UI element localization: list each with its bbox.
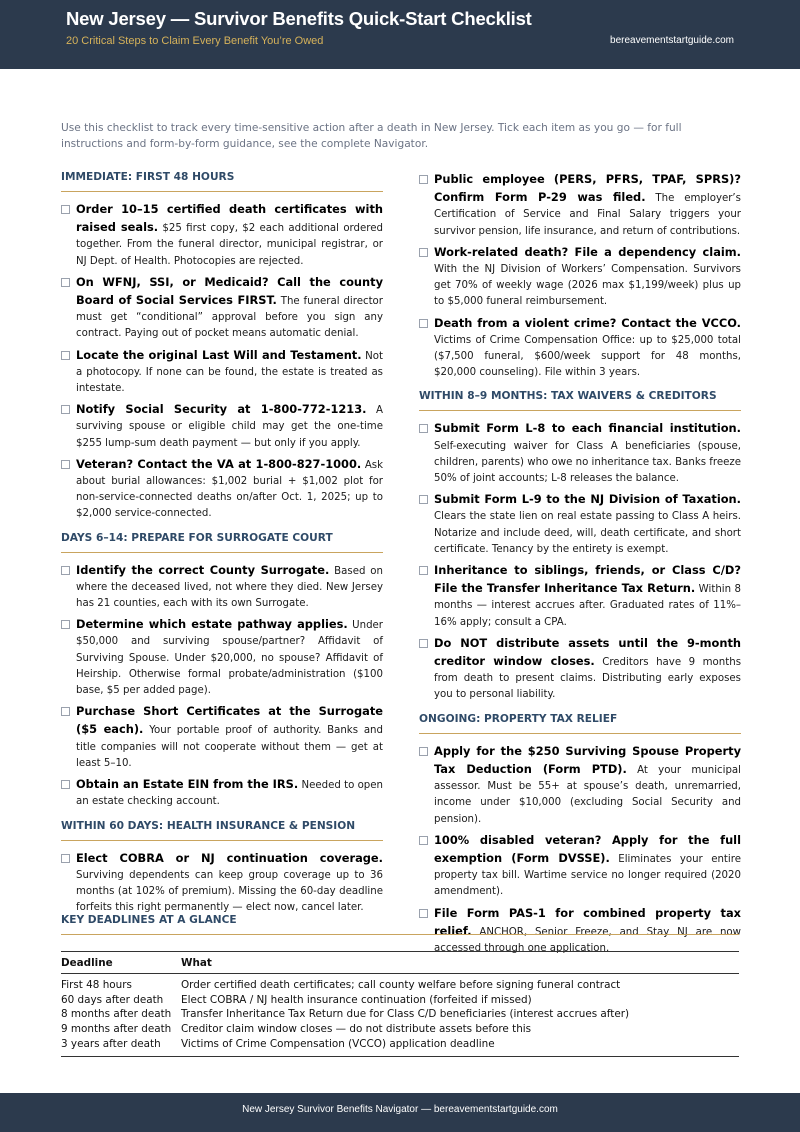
checkbox[interactable]: [419, 495, 428, 504]
checkbox[interactable]: [61, 780, 70, 789]
checkbox[interactable]: [419, 248, 428, 257]
right-column: [419, 171, 741, 966]
column-header-what: What: [181, 952, 739, 974]
table-row: [61, 973, 739, 992]
deadlines-heading: KEY DEADLINES AT A GLANCE: [61, 914, 739, 935]
checklist-item: [61, 456, 383, 523]
footer-text: New Jersey Survivor Benefits Navigator — bereavementstartguide.com: [242, 1104, 558, 1115]
checklist-item: [61, 562, 383, 613]
item-title: Obtain an Estate EIN from the IRS.: [76, 777, 299, 792]
item-title: Veteran? Contact the VA at 1-800-827-1000.: [76, 456, 362, 471]
deadline-cell: 9 months after death: [61, 1023, 172, 1036]
checkbox[interactable]: [419, 639, 428, 648]
left-column: [61, 171, 383, 925]
checklist-item: [61, 776, 383, 810]
item-title: Public employee (PERS, PFRS, TPAF, SPRS)? Confirm Form P-29 was filed.: [434, 172, 741, 205]
checklist-item: [61, 347, 383, 398]
section-heading: IMMEDIATE: FIRST 48 HOURS: [61, 171, 383, 192]
checkbox[interactable]: [61, 620, 70, 629]
what-cell: Victims of Crime Compensation (VCCO) application deadline: [181, 1037, 739, 1056]
item-title: Submit Form L-9 to the NJ Division of Taxation.: [434, 492, 741, 507]
item-title: Death from a violent crime? Contact the VCCO.: [434, 315, 741, 330]
item-description: At your municipal assessor. Must be 55+ at spouse’s death, unremarried, income under $10,000 (excluding Social Security and pension).: [434, 764, 742, 825]
checkbox[interactable]: [419, 566, 428, 575]
checkbox[interactable]: [419, 424, 428, 433]
item-description: Based on where the deceased lived, not where they died. New Jersey has 21 counties, each with its own Surrogate.: [76, 565, 383, 610]
item-description: The employer’s Certification of Service and Final Salary triggers your survivor pension, life insurance, and return of contributions.: [434, 193, 741, 237]
page-subtitle: 20 Critical Steps to Claim Every Benefit You’re Owed: [66, 35, 324, 47]
item-title: Purchase Short Certificates at the Surrogate ($5 each).: [76, 704, 383, 737]
item-description: Clears the state lien on real estate passing to Class A heirs. Notarize and include deed, will, death certificate, and short certificate. Tenancy by the entirety is exempt.: [434, 511, 741, 555]
deadline-cell: 8 months after death: [61, 1008, 172, 1021]
checklist-item: [419, 420, 741, 487]
checklist-section: [419, 171, 741, 381]
what-cell: Elect COBRA / NJ health insurance continuation (forfeited if missed): [181, 993, 532, 1006]
checklist-section: [419, 390, 741, 703]
section-heading: ONGOING: PROPERTY TAX RELIEF: [419, 713, 741, 734]
checkbox[interactable]: [419, 836, 428, 845]
deadlines-table: [61, 951, 739, 1057]
item-description: Ask about burial allowances: $1,002 burial + $1,002 plot for non-service-connected deaths on/after Oct. 1, 2025; up to $2,000 service-connected.: [76, 459, 383, 520]
checklist-item: [419, 832, 741, 901]
section-heading: DAYS 6–14: PREPARE FOR SURROGATE COURT: [61, 532, 383, 553]
checkbox[interactable]: [61, 278, 70, 287]
checklist-item: [419, 315, 741, 382]
item-title: Order 10–15 certified death certificates with raised seals.: [76, 202, 383, 235]
item-description: Needed to open an estate checking account.: [76, 780, 383, 808]
item-description: Surviving dependents can keep group coverage up to 36 months (at 102% of premium). Missing the 60-day deadline forfeits this right permanently — elect now, cancel later.: [76, 869, 383, 914]
section-heading: WITHIN 60 DAYS: HEALTH INSURANCE & PENSION: [61, 820, 383, 841]
checklist-item: [419, 635, 741, 704]
item-title: Submit Form L-8 to each financial institution.: [434, 421, 741, 436]
item-title: Notify Social Security at 1-800-772-1213.: [76, 402, 367, 417]
deadline-cell: First 48 hours: [61, 978, 132, 991]
item-description: ANCHOR, Senior Freeze, and Stay NJ are now accessed through one application.: [434, 926, 741, 954]
item-title: Inheritance to siblings, friends, or Class C/D? File the Transfer Inheritance Tax Return.: [434, 563, 741, 596]
checkbox[interactable]: [419, 175, 428, 184]
item-title: File Form PAS-1 for combined property tax relief.: [434, 905, 741, 938]
item-description: Your portable proof of authority. Banks and title companies will not cooperate without them — get at least 5–10.: [76, 725, 383, 769]
what-cell: Order certified death certificates; call county welfare before signing funeral contract: [181, 978, 621, 991]
checkbox[interactable]: [61, 854, 70, 863]
item-title: Apply for the $250 Surviving Spouse Property Tax Deduction (Form PTD).: [434, 743, 741, 776]
key-deadlines: [61, 914, 739, 1057]
item-description: Creditors have 9 months from death to present claims. Distributing early exposes you to personal liability.: [434, 657, 742, 701]
item-description: Not a photocopy. If none can be found, the estate is treated as intestate.: [76, 350, 383, 395]
item-description: $25 first copy, $2 each additional ordered together. From the funeral director, municipal registrar, or NJ Dept. of Health. Photocopies are rejected.: [76, 223, 383, 267]
item-description: With the NJ Division of Workers’ Compensation. Survivors get 70% of weekly wage (2026 max $1,199/week) plus up to $5,000 funeral reimbursement.: [434, 264, 741, 308]
page-header: [0, 0, 800, 69]
what-cell: Creditor claim window closes — do not distribute assets before this: [181, 1023, 532, 1036]
item-title: Work-related death? File a dependency claim.: [434, 244, 741, 259]
table-row: [61, 993, 739, 1008]
column-header-deadline: Deadline: [61, 952, 181, 974]
checklist-item: [419, 171, 741, 240]
checkbox[interactable]: [61, 405, 70, 414]
checkbox[interactable]: [61, 460, 70, 469]
deadline-cell: 60 days after death: [61, 993, 164, 1006]
deadline-cell: 3 years after death: [61, 1037, 181, 1056]
table-row: [61, 1022, 739, 1037]
checkbox[interactable]: [61, 351, 70, 360]
item-title: On WFNJ, SSI, or Medicaid? Call the county Board of Social Services FIRST.: [76, 274, 383, 308]
item-description: Victims of Crime Compensation Office: up to $25,000 total ($7,500 funeral, $600/week support for 48 months, $20,000 counseling). File within 3 years.: [434, 334, 741, 379]
checklist-item: [419, 491, 741, 558]
checklist-item: [61, 274, 383, 343]
item-title: Determine which estate pathway applies.: [76, 617, 348, 632]
checkbox[interactable]: [61, 566, 70, 575]
checklist-section: [61, 820, 383, 917]
checklist-item: [419, 244, 741, 311]
checklist-item: [61, 201, 383, 270]
page-footer: [0, 1093, 800, 1132]
section-heading: WITHIN 8–9 MONTHS: TAX WAIVERS & CREDITORS: [419, 390, 741, 411]
item-title: Elect COBRA or NJ continuation coverage.: [76, 850, 383, 865]
item-title: 100% disabled veteran? Apply for the full exemption (Form DVSSE).: [434, 832, 741, 865]
checkbox[interactable]: [419, 319, 428, 328]
item-title: Locate the original Last Will and Testament.: [76, 347, 362, 362]
item-title: Do NOT distribute assets until the 9-month creditor window closes.: [434, 635, 741, 669]
table-row: [61, 1037, 739, 1056]
checklist-item: [419, 562, 741, 631]
checklist-item: [61, 616, 383, 699]
intro-text: Use this checklist to track every time-sensitive action after a death in New Jersey. Tick each item as you go — for full instructions and form-by-form guidance, see the complete Navigator.: [61, 122, 682, 150]
item-description: A surviving spouse or eligible child may get the one-time $255 lump-sum death payment — but only if you apply.: [76, 405, 384, 449]
checkbox[interactable]: [61, 707, 70, 716]
checkbox[interactable]: [61, 205, 70, 214]
header-site-link[interactable]: bereavementstartguide.com: [610, 35, 734, 46]
checkbox[interactable]: [419, 747, 428, 756]
checklist-section: [61, 532, 383, 811]
what-cell: Transfer Inheritance Tax Return due for Class C/D beneficiaries (interest accrues after): [181, 1008, 630, 1021]
checklist-item: [61, 850, 383, 917]
table-row: [61, 1007, 739, 1022]
checklist-section: [61, 171, 383, 523]
checklist-item: [61, 703, 383, 772]
item-description: Eliminates your entire property tax bill. Wartime service no longer required (2020 amendment).: [434, 853, 741, 898]
item-title: Identify the correct County Surrogate.: [76, 562, 330, 577]
item-description: Self-executing waiver for Class A beneficiaries (spouse, children, parents) who owe no inheritance tax. Banks freeze 50% of joint accounts; L-8 releases the balance.: [434, 440, 741, 485]
checklist-item: [419, 743, 741, 828]
checklist-item: [61, 401, 383, 452]
page-title: New Jersey — Survivor Benefits Quick-Start Checklist: [66, 8, 532, 29]
item-description: Within 8 months — interest accrues after. Graduated rates of 11%–16% apply; consult a CPA.: [434, 584, 741, 628]
item-description: The funeral director must get “conditional” approval before you sign any contract. Paying out of pocket means automatic denial.: [76, 296, 383, 340]
item-description: Under $50,000 and surviving spouse/partner? Affidavit of Surviving Spouse. Under $20,000, no spouse? Affidavit of Heirship. Otherwise formal probate/administration ($100 base, $5 per added page).: [76, 620, 383, 697]
